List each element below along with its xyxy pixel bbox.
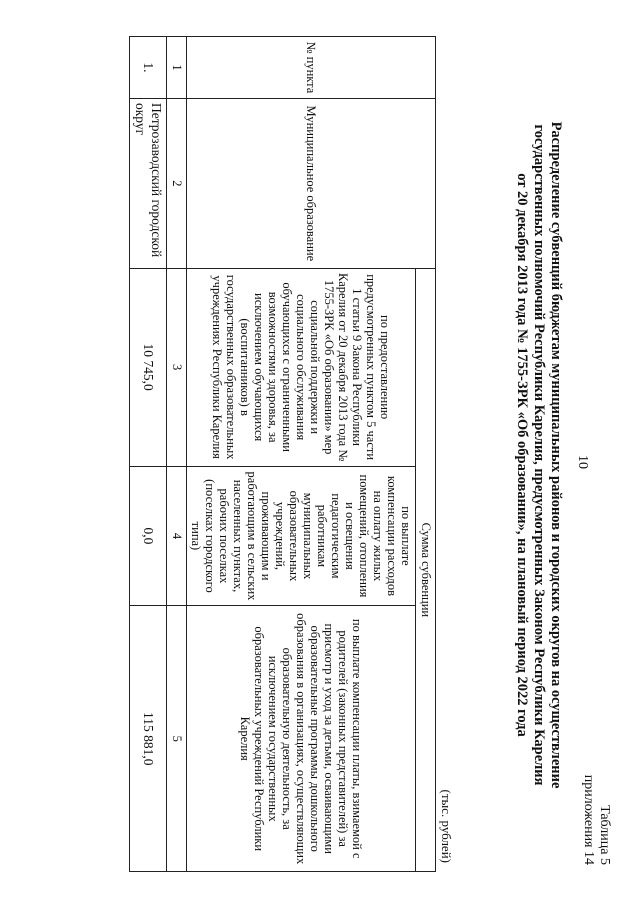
index-cell: 4 bbox=[167, 466, 187, 606]
title-line-1: Распределение субвенций бюджетам муниципальных районов и городских округов на осуществление bbox=[548, 121, 564, 789]
title-line-2: государственных полномочий Республики Карелия, предусмотренных Законом Республики Карелия bbox=[531, 124, 547, 786]
header-col5: по выплате компенсации платы, взимаемой с родителей (законных представителей) за присмотр и уход за детьми, осваивающими образовательные программы дошкольного образования в организациях, осуществляющих образовательную деятельность, за исключением государственных образовательных учреждений Республики Карелия bbox=[187, 606, 416, 872]
row-value-col5: 115 881,0 bbox=[130, 606, 167, 872]
index-cell: 5 bbox=[167, 606, 187, 872]
table-index-row bbox=[167, 37, 187, 872]
subvention-table bbox=[129, 36, 436, 872]
annex-appendix-number: приложения 14 bbox=[581, 774, 596, 865]
header-col4: по выплате компенсации расходов на оплату жилых помещений, отопления и освещения педагогическим работникам муниципальных образовательных учреждений, проживающим и работающим в сельских населенных пунктах, рабочих поселках (поселках городского типа) bbox=[187, 466, 416, 606]
index-cell: 3 bbox=[167, 268, 187, 466]
index-cell: 2 bbox=[167, 98, 187, 268]
title-line-3: от 20 декабря 2013 года № 1755-ЗРК «Об образовании», на плановый период 2022 года bbox=[514, 173, 530, 737]
row-municipality: Петрозаводский городской округ bbox=[130, 98, 167, 268]
units-label: (тыс. рублей) bbox=[439, 789, 454, 863]
index-cell: 1 bbox=[167, 37, 187, 99]
row-value-col4: 0,0 bbox=[130, 466, 167, 606]
table-row bbox=[130, 37, 167, 872]
annex-label bbox=[580, 775, 612, 865]
page-number: 10 bbox=[575, 455, 590, 469]
header-num: № пункта bbox=[187, 37, 436, 99]
document-title bbox=[513, 95, 564, 815]
header-municipality: Муниципальное образование bbox=[187, 98, 436, 268]
header-subvention-group: Сумма субвенции bbox=[416, 268, 436, 871]
annex-table-number: Таблица 5 bbox=[597, 805, 612, 865]
row-num: 1. bbox=[130, 37, 167, 99]
table-header-row bbox=[416, 37, 436, 872]
row-value-col3: 10 745,0 bbox=[130, 268, 167, 466]
header-col3: по предоставлению предусмотренных пунктом 5 части 1 статьи 9 Закона Республики Карелия от 20 декабря 2013 года № 1755-ЗРК «Об образовании» мер социальной поддержки и социального обслуживания обучающихся с ограниченными возможностями здоровья, за исключением обучающихся (воспитанников) в государственных образовательных учреждениях Республики Карелия bbox=[187, 268, 416, 466]
